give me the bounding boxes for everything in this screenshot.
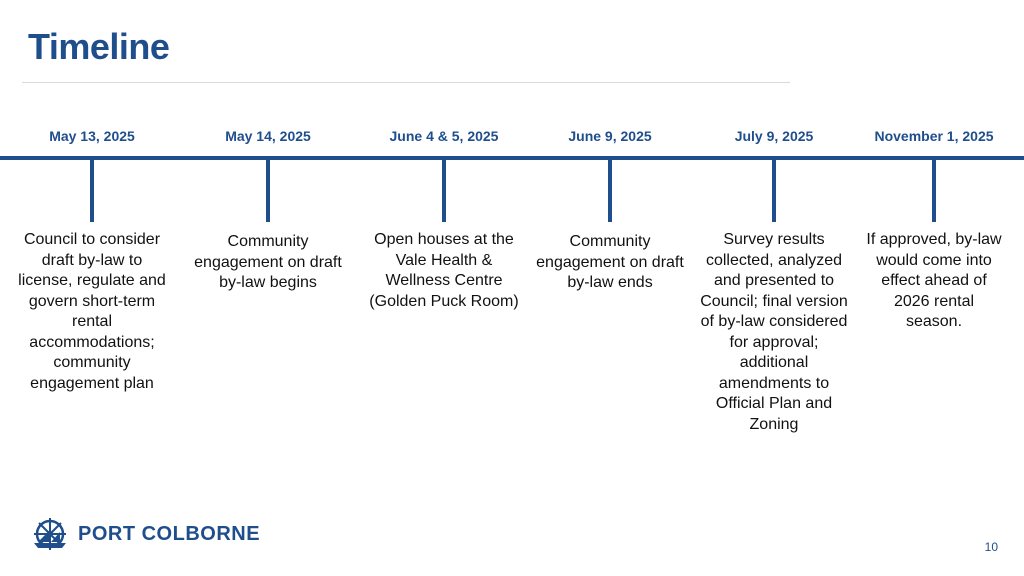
milestone-tick [266,160,270,222]
ship-wheel-icon [30,518,70,550]
milestone-tick [772,160,776,222]
port-colborne-logo [30,516,260,552]
milestone-tick [90,160,94,222]
milestone-tick [932,160,936,222]
slide-title: Timeline [28,26,170,67]
milestone-description: If approved, by-law would come into effect ahead of 2026 rental season. [866,231,1002,330]
timeline-line [0,156,1024,160]
milestone-date: July 9, 2025 [734,128,814,144]
logo-text: PORT COLBORNE [78,522,261,545]
milestone-description: Survey results collected, analyzed and presented to Council; final version of by-law considered for approval; additional amendments to Official Plan and Zoning [700,231,848,433]
milestone-description: Community engagement on draft by-law ends [536,233,684,291]
title-divider [22,82,790,83]
milestone-date: June 4 & 5, 2025 [389,128,499,144]
milestone-date: June 9, 2025 [568,128,652,144]
milestone-description: Council to consider draft by-law to license, regulate and govern short-term rental accommodations; community engagement plan [18,231,166,392]
page-number: 10 [984,540,998,554]
milestone-tick [608,160,612,222]
milestone-description: Community engagement on draft by-law begins [194,233,342,291]
milestone-date: May 14, 2025 [225,128,311,144]
milestone-tick [442,160,446,222]
milestone-description: Open houses at the Vale Health & Wellness Centre (Golden Puck Room) [369,231,519,310]
milestone-date: May 13, 2025 [49,128,135,144]
milestone-date: November 1, 2025 [874,128,994,144]
